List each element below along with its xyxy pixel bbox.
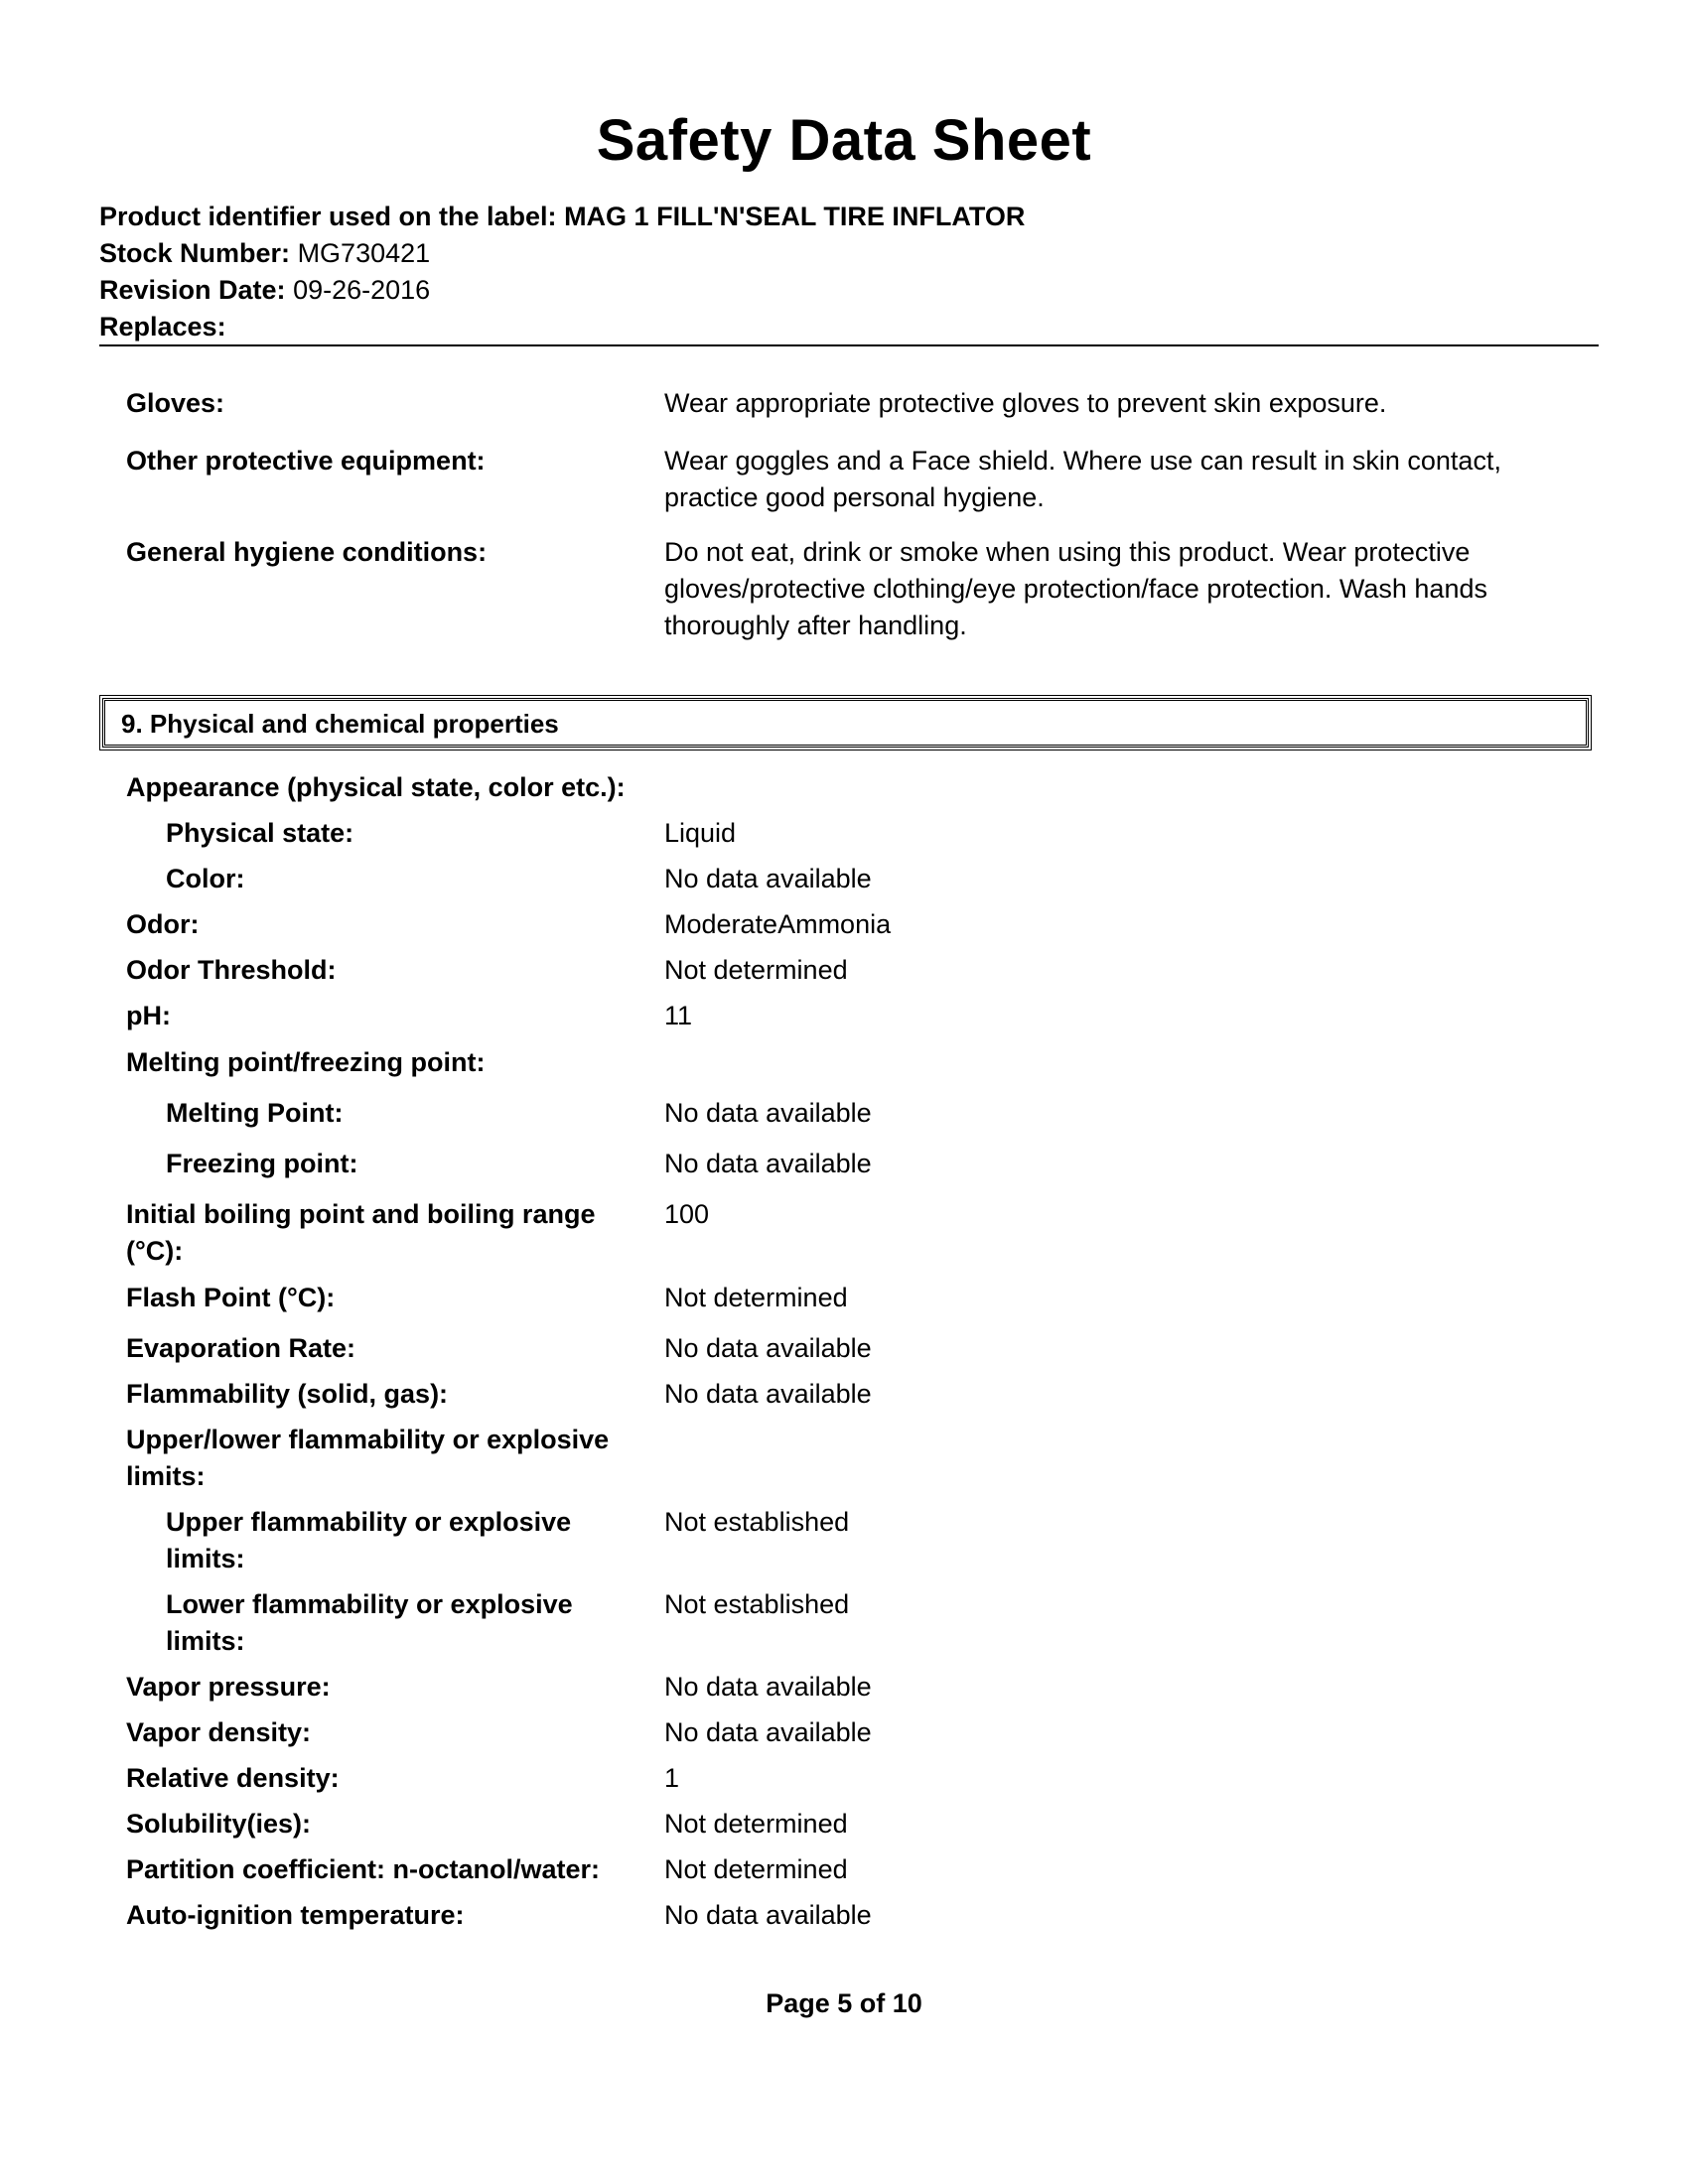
prop-odor-label: Odor: — [126, 909, 200, 939]
other-equipment-value: Wear goggles and a Face shield. Where use can result in skin contact, practice good personal hygiene. — [664, 446, 1501, 512]
prop-ph-label: pH: — [126, 1001, 171, 1030]
prop-auto-ignition-label: Auto-ignition temperature: — [126, 1900, 465, 1930]
prop-solubility-value: Not determined — [664, 1809, 848, 1839]
prop-odor-threshold-value: Not determined — [664, 955, 848, 985]
product-identifier-line — [99, 199, 1025, 235]
prop-solubility-label: Solubility(ies): — [126, 1809, 312, 1839]
prop-relative-density-value: 1 — [664, 1763, 680, 1793]
prop-flash-point-label: Flash Point (°C): — [126, 1283, 336, 1312]
replaces-label: Replaces: — [99, 312, 226, 341]
prop-upper-limit-label: Upper flammability or explosive limits: — [166, 1507, 572, 1573]
stock-number-label: Stock Number: — [99, 238, 291, 268]
prop-upper-limit-value: Not established — [664, 1507, 850, 1537]
prop-partition-coefficient-value: Not determined — [664, 1854, 848, 1884]
section-9-title: 9. Physical and chemical properties — [121, 709, 559, 739]
prop-melting-freezing-label: Melting point/freezing point: — [126, 1047, 486, 1077]
prop-flammability-label: Flammability (solid, gas): — [126, 1379, 449, 1409]
prop-auto-ignition-value: No data available — [664, 1900, 872, 1930]
product-identifier-label: Product identifier used on the label: — [99, 202, 557, 231]
prop-boiling-point-label: Initial boiling point and boiling range (°C): — [126, 1199, 596, 1266]
replaces-line — [99, 309, 226, 345]
prop-flash-point-value: Not determined — [664, 1283, 848, 1312]
header-divider — [99, 344, 1599, 346]
prop-odor-value: ModerateAmmonia — [664, 909, 892, 939]
revision-date-label: Revision Date: — [99, 275, 286, 305]
section-9-header — [102, 698, 1589, 748]
hygiene-label: General hygiene conditions: — [126, 537, 488, 567]
prop-lower-limit-label: Lower flammability or explosive limits: — [166, 1589, 573, 1656]
prop-melting-point-label: Melting Point: — [166, 1098, 344, 1128]
prop-relative-density-label: Relative density: — [126, 1763, 340, 1793]
prop-physical-state-label: Physical state: — [166, 818, 354, 848]
prop-vapor-density-label: Vapor density: — [126, 1717, 312, 1747]
gloves-value: Wear appropriate protective gloves to prevent skin exposure. — [664, 388, 1387, 418]
prop-freezing-point-value: No data available — [664, 1149, 872, 1178]
other-equipment-label: Other protective equipment: — [126, 446, 486, 476]
prop-melting-point-value: No data available — [664, 1098, 872, 1128]
revision-date-line — [99, 272, 430, 309]
document-title: Safety Data Sheet — [596, 108, 1092, 173]
gloves-label: Gloves: — [126, 388, 225, 418]
prop-evaporation-rate-label: Evaporation Rate: — [126, 1333, 356, 1363]
prop-evaporation-rate-value: No data available — [664, 1333, 872, 1363]
prop-ph-value: 11 — [664, 1001, 693, 1030]
prop-flammability-value: No data available — [664, 1379, 872, 1409]
prop-vapor-pressure-value: No data available — [664, 1672, 872, 1702]
stock-number-value: MG730421 — [297, 238, 431, 268]
prop-odor-threshold-label: Odor Threshold: — [126, 955, 337, 985]
product-identifier-value: MAG 1 FILL'N'SEAL TIRE INFLATOR — [564, 202, 1026, 231]
prop-color-label: Color: — [166, 864, 245, 893]
hygiene-value: Do not eat, drink or smoke when using this product. Wear protective gloves/protective clothing/eye protection/face protection. Wash hands thoroughly after handling. — [664, 537, 1487, 640]
prop-physical-state-value: Liquid — [664, 818, 737, 848]
page-number: Page 5 of 10 — [766, 1988, 922, 2018]
stock-number-line — [99, 235, 430, 272]
prop-partition-coefficient-label: Partition coefficient: n-octanol/water: — [126, 1854, 601, 1884]
prop-vapor-pressure-label: Vapor pressure: — [126, 1672, 331, 1702]
prop-freezing-point-label: Freezing point: — [166, 1149, 358, 1178]
prop-flammability-limits-label: Upper/lower flammability or explosive limits: — [126, 1425, 610, 1491]
prop-lower-limit-value: Not established — [664, 1589, 850, 1619]
prop-boiling-point-value: 100 — [664, 1199, 710, 1229]
prop-appearance-label: Appearance (physical state, color etc.): — [126, 772, 626, 802]
prop-color-value: No data available — [664, 864, 872, 893]
prop-vapor-density-value: No data available — [664, 1717, 872, 1747]
revision-date-value: 09-26-2016 — [293, 275, 431, 305]
